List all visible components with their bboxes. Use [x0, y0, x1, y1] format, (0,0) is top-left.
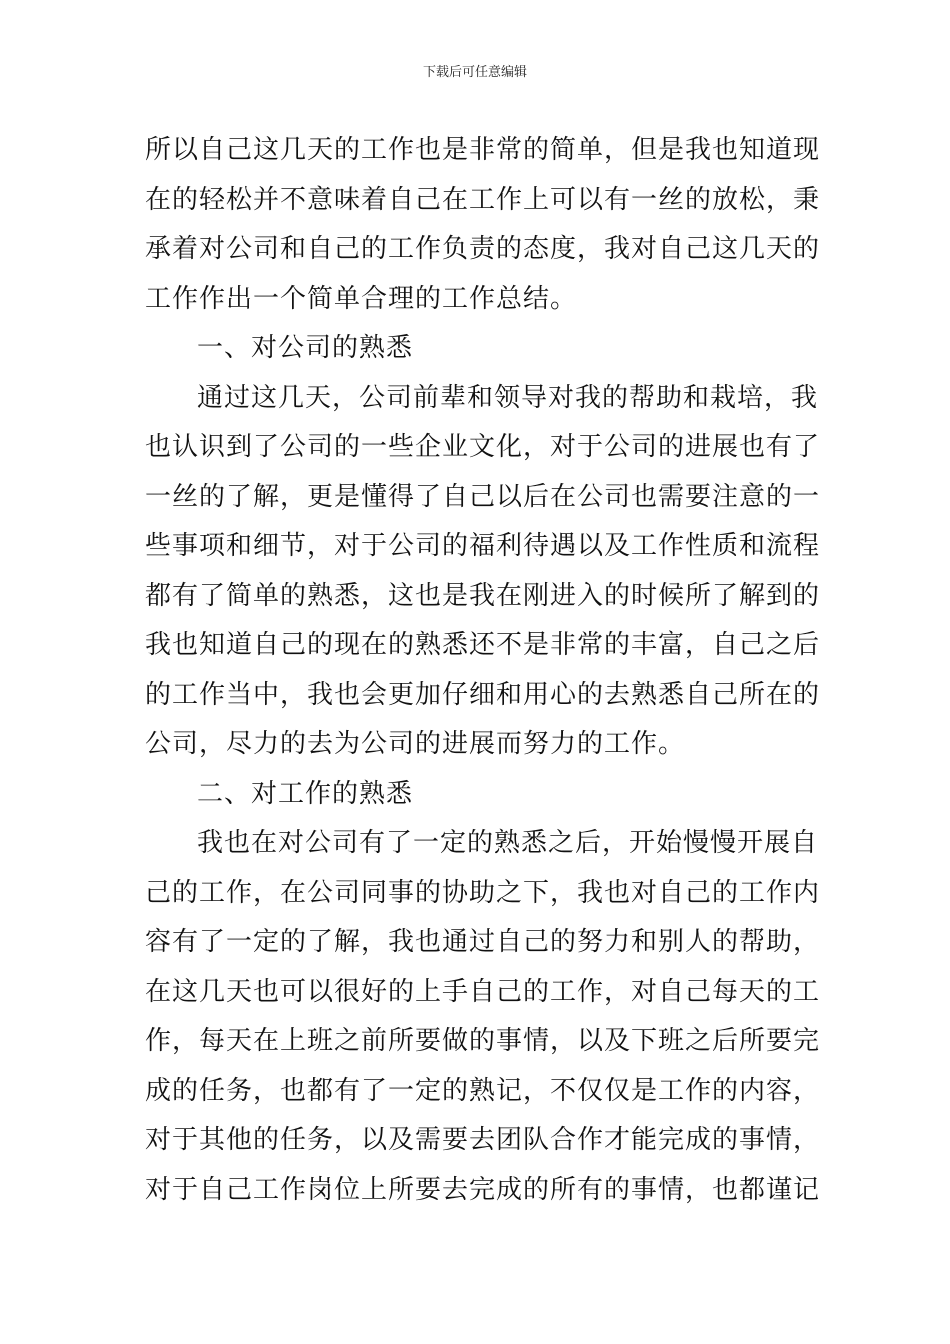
text-line: 也认识到了公司的一些企业文化，对于公司的进展也有了: [145, 432, 821, 462]
page-header: 下载后可任意编辑: [422, 65, 527, 80]
text-line: 在这几天也可以很好的上手自己的工作，对自己每天的工: [145, 976, 821, 1007]
text-line: 己的工作，在公司同事的协助之下，我也对自己的工作内: [145, 877, 821, 908]
text-line: 公司，尽力的去为公司的进展而努力的工作。: [145, 729, 686, 759]
section-heading: 二、对工作的熟悉: [197, 778, 414, 809]
text-line: 承着对公司和自己的工作负责的态度，我对自己这几天的: [145, 234, 821, 264]
text-line: 作，每天在上班之前所要做的事情，以及下班之后所要完: [145, 1026, 821, 1056]
text-line: 都有了简单的熟悉，这也是我在刚进入的时候所了解到的: [145, 580, 821, 611]
text-line: 成的任务，也都有了一定的熟记，不仅仅是工作的内容，: [145, 1075, 821, 1106]
document-body: [145, 126, 821, 1215]
text-line: 我也在对公司有了一定的熟悉之后，开始慢慢开展自: [197, 828, 819, 858]
text-line: 对于其他的任务，以及需要去团队合作才能完成的事情，: [145, 1125, 821, 1155]
section-heading: 一、对公司的熟悉: [197, 333, 414, 363]
text-line: 通过这几天，公司前辈和领导对我的帮助和栽培，我: [197, 382, 819, 413]
text-line: 在的轻松并不意味着自己在工作上可以有一丝的放松，秉: [145, 184, 821, 215]
text-line: 些事项和细节，对于公司的福利待遇以及工作性质和流程: [145, 531, 821, 561]
text-line: 我也知道自己的现在的熟悉还不是非常的丰富，自己之后: [145, 630, 821, 660]
text-line: 的工作当中，我也会更加仔细和用心的去熟悉自己所在的: [145, 679, 821, 710]
text-line: 一丝的了解，更是懂得了自己以后在公司也需要注意的一: [145, 481, 821, 512]
text-line: 所以自己这几天的工作也是非常的简单，但是我也知道现: [145, 135, 821, 165]
text-line: 容有了一定的了解，我也通过自己的努力和别人的帮助，: [145, 927, 821, 957]
text-line: 工作作出一个简单合理的工作总结。: [145, 283, 578, 314]
text-line: 对于自己工作岗位上所要去完成的所有的事情，也都谨记: [145, 1174, 821, 1205]
